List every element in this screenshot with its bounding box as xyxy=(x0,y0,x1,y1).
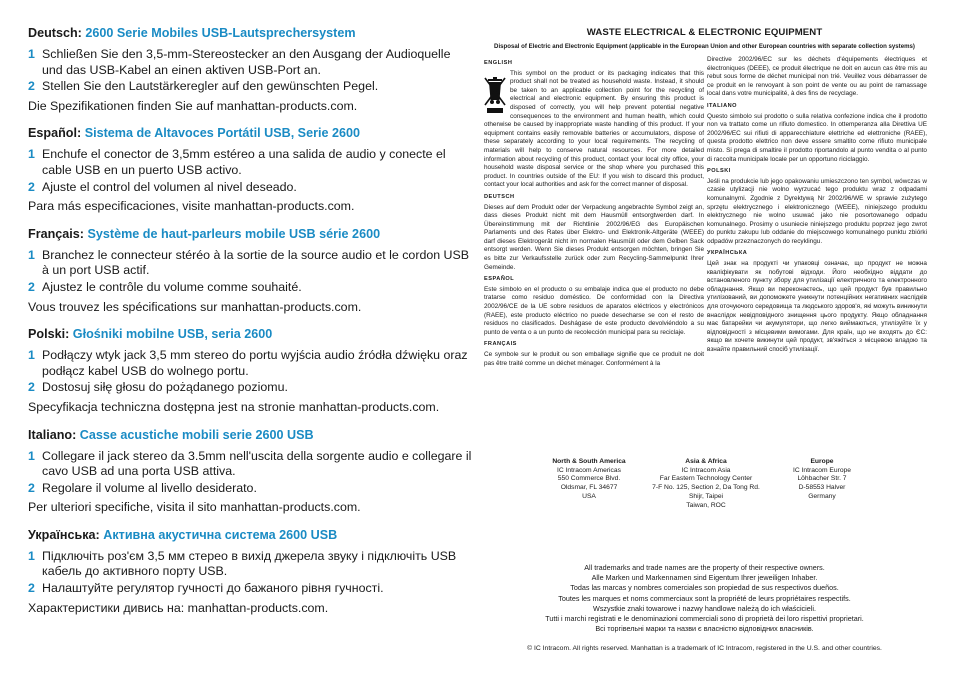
trademark-line: Alle Marken und Markennamen sind Eigentum Ihrer jeweiligen Inhaber. xyxy=(591,573,818,583)
weee-lang-label: FRANÇAIS xyxy=(484,341,517,348)
weee-lang-label: POLSKI xyxy=(707,168,731,175)
section-title xyxy=(28,26,473,41)
address-heading: Asia & Africa xyxy=(685,458,727,465)
section-product-name: Głośniki mobilne USB, seria 2600 xyxy=(72,327,273,342)
step-number: 2 xyxy=(28,179,35,194)
step-number: 2 xyxy=(28,480,35,495)
step-number: 2 xyxy=(28,380,35,395)
step-text: Dostosuj siłę głosu do pożądanego poziomu. xyxy=(42,380,288,395)
address-heading: North & South America xyxy=(552,458,626,465)
section-title xyxy=(28,126,473,141)
address-line: Far Eastern Technology Center xyxy=(659,475,753,483)
trademark-line: Wszystkie znaki towarowe i nazwy handlowe należą do ich właścicieli. xyxy=(593,603,816,613)
step-text: Branchez le connecteur stéréo à la sortie de la source audio et le cordon USB à un port USB actif. xyxy=(42,247,470,278)
trademark-line: Todas las marcas y nombres comerciales son propiedad de sus respectivos dueños. xyxy=(570,583,839,593)
step-number: 2 xyxy=(28,79,35,94)
step-number: 2 xyxy=(28,581,35,596)
section-title xyxy=(28,327,473,342)
weee-paragraph: Questo simbolo sui prodotto o sulla relativa confezione indica che il prodotto non va trattato come un rifiuto domestico. In ottemperanza alla Direttiva UE 2002/96/EC sui rifiuti di apparecchiature elettriche ed elettroniche (RAEE), questa prodotto elettrico non deve essere smaltito come rifiuto municipale misto. Si prega di smaltire il prodotto riportandolo al punto vendita o al punto di raccolta municipale locale per un opportuno riciclaggio. xyxy=(707,112,927,163)
section-language: Español: xyxy=(28,126,82,141)
address-europe xyxy=(768,458,876,502)
weee-column-left xyxy=(484,56,704,371)
trademark-notice xyxy=(482,563,927,634)
section-italiano xyxy=(28,428,473,516)
address-line: D-58553 Halver xyxy=(798,484,846,492)
crossed-out-wheeled-bin-icon xyxy=(484,76,506,116)
address-line: Oldsmar, FL 34677 xyxy=(560,484,618,492)
address-line: Taiwan, ROC xyxy=(686,501,726,509)
section-polski xyxy=(28,327,473,415)
section-product-name: Système de haut-parleurs mobile USB série 2600 xyxy=(87,226,381,241)
trademark-line: Tutti i marchi registrati e le denominazioni commerciali sono di proprietà dei loro rispettivi proprietari. xyxy=(545,614,864,624)
spec-note: Vous trouvez les spécifications sur manhattan-products.com. xyxy=(28,299,362,314)
address-line: USA xyxy=(582,492,596,500)
step-number: 2 xyxy=(28,279,35,294)
step-item xyxy=(28,248,473,279)
step-text: Stellen Sie den Lautstärkeregler auf den gewünschten Pegel. xyxy=(42,79,379,94)
weee-paragraph: Цей знак на продукті чи упаковці означає, що продукт не можна кваліфікувати як побутові відходи. Його необхідно віддати до встановленого пункту збору для утилізації електричного та електронного обладнання. Якщо ви переконаєтесь, що цей продукт був правильно утилізований, ви допоможете уникнути потенційних негативних наслідків для оточуючого середовища та людського здоров'я, які можуть виникнути внаслідок невідповідного знищення цього продукту. Якщо обладнання має батарейки чи акумулятори, що легко виймаються, утилізуйте їх у відповідності з місцевими вимогами. Для країн, що не входять до ЄС: якщо ви хочете викинути цей продукт, зв'яжіться з місцевою владою та взнайте правильний спосіб утилізації. xyxy=(707,260,927,353)
step-number: 1 xyxy=(28,448,35,463)
weee-paragraph: Este símbolo en el producto o su embalaje indica que el producto no debe tratarse como residuo doméstico. De conformidad con la Directiva 2002/96/CE de la UE sobre residuos de aparatos eléctricos y electrónicos (RAEE), este producto eléctrico no puede desecharse se con el resto de residuos no clasificados. Deshágase de este producto devolviéndolo a su punto de venta o a un punto de recolección municipal para su reciclaje. xyxy=(484,285,704,336)
section-ukrainska xyxy=(28,528,473,616)
section-title xyxy=(28,428,473,443)
spec-note: Характеристики дивись на: manhattan-products.com. xyxy=(28,600,329,615)
step-text: Налаштуйте регулятор гучності до бажаного рівня гучності. xyxy=(42,581,384,596)
section-espanol xyxy=(28,126,473,214)
weee-paragraph: Dieses auf dem Produkt oder der Verpackung angebrachte Symbol zeigt an, dass dieses Produkt nicht mit dem Hausmüll entsorgtwerden darf. In Übereinstimmung mit der Richtlinie 2002/96/EG des Europäischen Parlaments und des Rates über Elektro- und Elektronik-Altgeräte (WEEE) darf dieses Elektrogerät nicht im normalen Hausmüll oder dem Gelben Sack entsorgt werden. Wenn Sie dieses Produkt entsorgen möchten, bringen Sie es bitte zur Verkaufsstelle zurück oder zum Recycling-Sammelpunkt Ihrer Gemeinde. xyxy=(484,203,704,271)
weee-title: WASTE ELECTRICAL & ELECTRONIC EQUIPMENT xyxy=(586,27,823,38)
address-line: Germany xyxy=(808,492,836,500)
section-language: Italiano: xyxy=(28,427,77,442)
address-line: IC Intracom Asia xyxy=(681,466,731,474)
weee-paragraph: Directive 2002/96/EC sur les déchets d'équipements électriques et électroniques (DEEE), ce produit électrique ne doit en aucun cas être mis au rebut sous forme de déchet municipal non trié. Veuillez vous débarrasser de ce produit en le renvoyant à son point de vente ou au point de ramassage local dans votre municipalité, à des fins de recyclage. xyxy=(707,56,927,98)
address-americas xyxy=(530,458,648,502)
step-text: Enchufe el conector de 3,5mm estéreo a una salida de audio y conecte el cable USB en un puerto USB activo. xyxy=(42,147,446,177)
section-francais xyxy=(28,227,473,315)
weee-lang-label: ESPAÑOL xyxy=(484,276,515,283)
step-item xyxy=(28,280,473,296)
section-product-name: Активна акустична система 2600 USB xyxy=(103,527,338,542)
spec-note: Para más especificaciones, visite manhattan-products.com. xyxy=(28,199,355,214)
step-text: Ajustez le contrôle du volume comme souhaité. xyxy=(42,279,302,294)
section-product-name: Sistema de Altavoces Portátil USB, Serie 2600 xyxy=(84,126,361,141)
step-text: Ajuste el control del volumen al nivel deseado. xyxy=(42,179,297,194)
address-line: 7-F No. 125, Section 2, Da Tong Rd. xyxy=(652,484,760,492)
copyright-notice: © IC Intracom. All rights reserved. Manhattan is a trademark of IC Intracom, registered in the U.S. and other countries. xyxy=(527,645,882,652)
section-product-name: 2600 Serie Mobiles USB-Lautsprechersystem xyxy=(85,26,356,40)
section-deutsch xyxy=(28,26,473,114)
step-text: Regolare il volume al livello desiderato. xyxy=(42,480,257,495)
weee-paragraph: Jeśli na produkcie lub jego opakowaniu umieszczono ten symbol, wówczas w czasie utylizacji nie wolno wyrzucać tego produktu wraz z odpadami komunalnymi. Zgodnie z Dyrektywą Nr 2002/96/WE w sprawie zużytego sprzętu elektrycznego i elektronicznego (WEEE), niniejszego produktu elektrycznego nie wolno usuwać jako nie posortowanego odpadu komunalnego. Prosimy o usuniecie niniejszego produktu poprzez jego zwrot do punktu zakupu lub oddanie do miejscowego komunalnego punktu zbiórki odpadów przeznaczonych do recyklingu. xyxy=(707,177,927,245)
step-item xyxy=(28,581,473,597)
section-title xyxy=(28,528,473,543)
weee-lang-label: ENGLISH xyxy=(484,60,513,66)
weee-lang-label: ITALIANO xyxy=(707,102,737,109)
step-text: Schließen Sie den 3,5-mm-Stereostecker an den Ausgang der Audioquelle und das USB-Kabel an einen aktiven USB-Port an. xyxy=(42,47,451,77)
spec-note: Per ulteriori specifiche, visita il sito manhattan-products.com. xyxy=(28,500,361,515)
address-line: IC Intracom Europe xyxy=(793,466,851,474)
address-line: Löhbacher Str. 7 xyxy=(797,475,847,483)
section-title xyxy=(28,227,473,242)
step-text: Podłączy wtyk jack 3,5 mm stereo do portu wyjścia audio źródła dźwięku oraz podłącz kabel USB do wolnego portu. xyxy=(42,348,468,378)
step-item xyxy=(28,549,473,580)
step-item xyxy=(28,481,473,497)
step-item xyxy=(28,348,473,379)
step-text: Підключіть роз'єм 3,5 мм стерео в вихід джерела звуку і підключіть USB кабель до активного порту USB. xyxy=(42,548,457,579)
spec-note: Specyfikacja techniczna dostępna jest na stronie manhattan-products.com. xyxy=(28,399,440,414)
address-line: IC Intracom Americas xyxy=(557,466,621,474)
section-product-name: Casse acustiche mobili serie 2600 USB xyxy=(79,427,314,442)
step-item xyxy=(28,180,473,196)
step-item xyxy=(28,147,473,178)
trademark-line: All trademarks and trade names are the property of their respective owners. xyxy=(584,563,825,572)
step-number: 1 xyxy=(28,548,35,563)
weee-lang-label: УКРАЇНСЬКА xyxy=(707,250,748,257)
step-number: 1 xyxy=(28,348,35,363)
weee-paragraph: This symbol on the product or its packaging indicates that this product shall not be treated as household waste. Instead, it should be taken to an applicable collection point for the recycling of electrical and electronic equipment. By ensuring this product is disposed of correctly, you will help prevent potential negative consequences to the environment and human health, which could otherwise be caused by inappropriate waste handling of this product. If your equipment contains easily removable batteries or accumulators, dispose of these separately according to your local requirements. The recycling of materials will help to conserve natural resources. For more detailed information about recycling of this product, contact your local city office, your household waste disposal service or the shop where you purchased this product. In countries outside of the EU: If you wish to discard this product, contact your local authorities and ask for the correct manner of disposal. xyxy=(484,69,704,189)
step-item xyxy=(28,79,473,95)
instructions-column xyxy=(28,26,473,628)
step-number: 1 xyxy=(28,147,35,162)
address-line: Shijr, Taipei xyxy=(688,492,724,500)
step-item xyxy=(28,47,473,78)
address-line: 550 Commerce Blvd. xyxy=(557,475,621,483)
step-item xyxy=(28,449,473,480)
trademark-line: Toutes les marques et noms commerciaux sont la propriété de leurs propriétaires respectifs. xyxy=(558,593,851,603)
step-item xyxy=(28,380,473,396)
weee-lang-label: DEUTSCH xyxy=(484,193,515,200)
address-heading: Europe xyxy=(810,458,834,465)
trademark-line: Всі торгівельні марки та назви є власністю відповідних власників. xyxy=(595,624,814,634)
section-language: Français: xyxy=(28,226,84,241)
step-text: Collegare il jack stereo da 3.5mm nell'uscita della sorgente audio e collegare il cavo USB ad una porta USB attiva. xyxy=(42,448,472,479)
step-number: 1 xyxy=(28,247,35,262)
spec-note: Die Spezifikationen finden Sie auf manhattan-products.com. xyxy=(28,98,358,113)
step-number: 1 xyxy=(28,47,35,61)
section-language: Polski: xyxy=(28,327,70,342)
section-language: Deutsch: xyxy=(28,26,82,40)
section-language: Українська: xyxy=(28,527,100,542)
address-asia-africa xyxy=(644,458,768,510)
weee-column-right xyxy=(707,56,927,358)
weee-paragraph: Ce symbole sur le produit ou son emballage signifie que ce produit ne doit pas être traité comme un déchet ménager. Conformément à la xyxy=(484,351,704,367)
weee-subtitle: Disposal of Electric and Electronic Equipment (applicable in the European Union and other European countries with separate collection systems) xyxy=(494,43,915,50)
